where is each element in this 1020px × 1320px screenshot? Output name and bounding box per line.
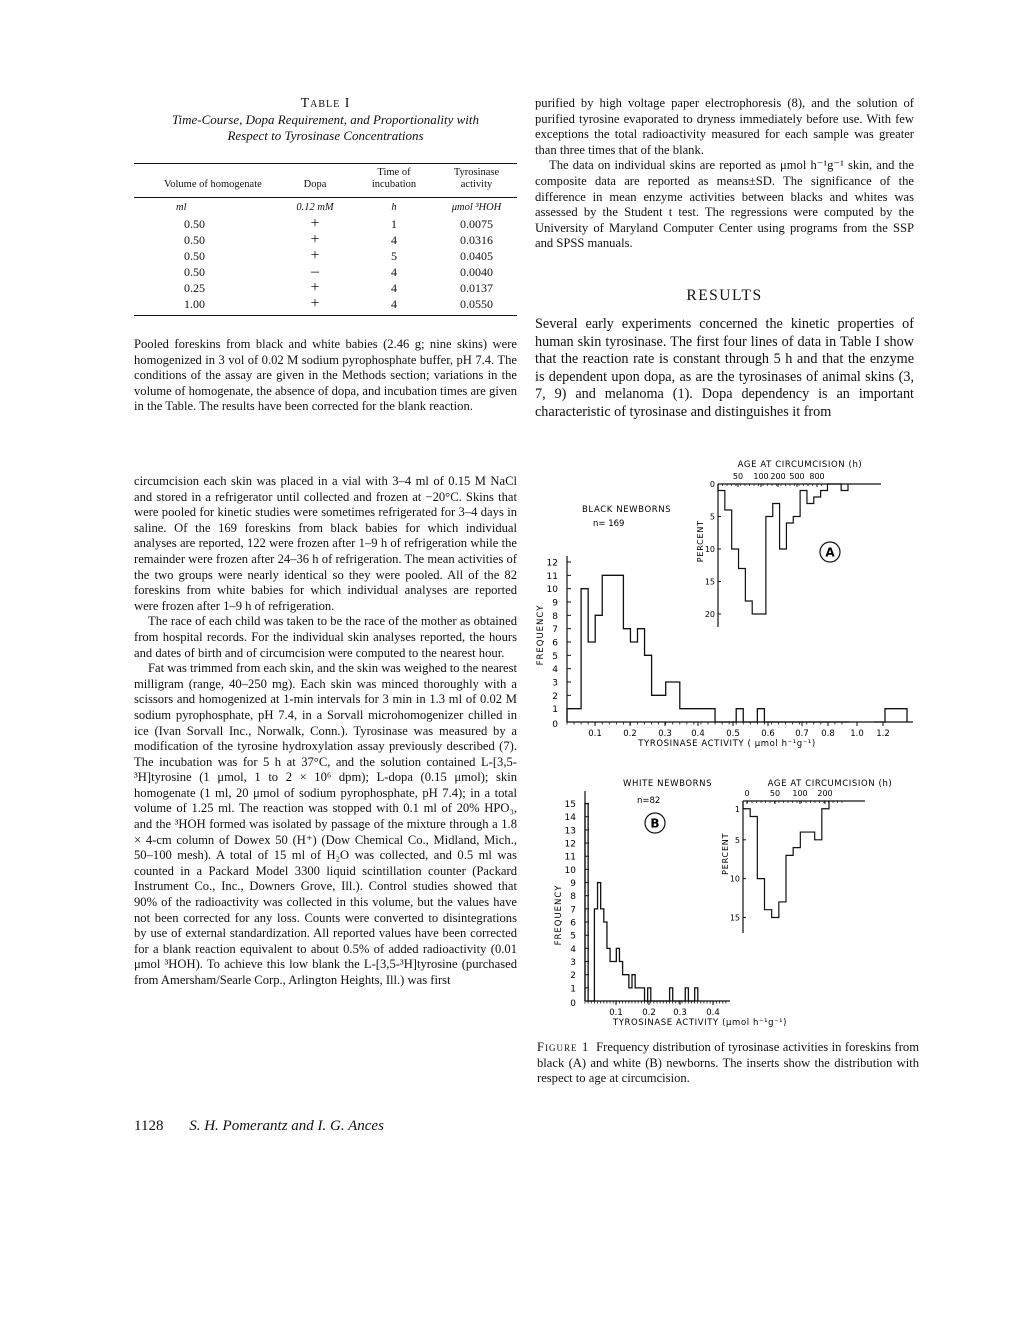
data-table — [134, 163, 517, 316]
unit-dopa: 0.12 mM — [296, 202, 334, 213]
body-paragraph: circumcision each skin was placed in a vial with 3–4 ml of 0.15 M NaCl and stored in a refrigerator until collected and frozen at −20°C. Skins that were pooled for kinetic studies were sometimes refrigerated for 3–4 days in saline. Of the 169 foreskins from black babies for which individual analyses are reported, 122 were frozen after 1–9 h of refrigeration while the remainder were frozen after 24–36 h of refrigeration. The mean activities of the two groups were nearly identical so they were pooled. All of the 82 foreskins from white babies for which individual analyses are reported were frozen after 1–9 h of refrigeration. — [134, 474, 517, 613]
x-tick-label: 1.2 — [876, 729, 890, 739]
cell-time: 4 — [391, 281, 397, 295]
body-paragraph: Fat was trimmed from each skin, and the skin was weighed to the nearest milligram (range, 40–250 mg). Each skin was minced thoroughly with a scissors and homogenized at 1-min intervals for 3 min in 1.3 ml of 0.02 M sodium pyrophosphate, pH 7.4, in a Sorvall microhomogenizer chilled in ice (Ivan Sorvall Inc., Norwalk, Conn.). Tyrosinase was measured by a modification of the tyrosine hydroxylation assay previously described (7). The incubation was for 5 h at 37°C, and the solution contained L-[3,5-³H]tyrosine (1 μmol, 1 to 2 × 10⁶ dpm); L-dopa (0.15 μmol); skin homogenate (1 ml, 20 μmol of sodium pyrophosphate, pH 7.4); in a total volume of 1.25 ml. The reaction was stopped with 0.1 ml of 20% HPO₃, and the ³HOH formed was isolated by passage of the mixture through a 1.8 × 4-cm column of Dowex 50 (H⁺) (Dow Chemical Co., Midland, Mich., 50–100 mesh). A total of 15 ml of H₂O was collected, and 0.5 ml was counted in a Packard Model 3300 liquid scintillation counter (Packard Instrument Co., Inc., Downers Grove, Ill.). Control studies showed that 90% of the radioactivity was collected in this volume, but the values have not been corrected for any loss. Counts were converted to disintegrations by use of external standardization. All reported values have been corrected for a blank reaction equivalent to about 0.5% of added radioactivity (0.01 μmol ³HOH). To achieve this low blank the L-[3,5-³H]tyrosine (purchased from Amersham/Searle Corp., Arlington Heights, Ill.) was first — [134, 661, 517, 987]
y-tick-label: 1 — [570, 984, 576, 995]
x-tick-label: 0.1 — [588, 729, 602, 739]
table-row — [134, 248, 517, 264]
inset-x-tick-label: 500 — [789, 472, 805, 481]
cell-time: 4 — [391, 233, 397, 247]
body-paragraph: The race of each child was taken to be the race of the mother as obtained from hospital records. For the individual skin analyses reported, the hours and dates of birth and of circumcision were computed to the nearest hour. — [134, 614, 517, 660]
x-tick-label: 0.1 — [609, 1008, 623, 1018]
sample-size-label: n= 169 — [593, 519, 625, 529]
figure-a-histogram — [535, 455, 920, 755]
cell-time: 5 — [391, 249, 397, 263]
y-tick-label: 12 — [564, 839, 576, 850]
cell-activity: 0.0075 — [460, 217, 493, 231]
cell-activity: 0.0316 — [460, 233, 493, 247]
panel-title: BLACK NEWBORNS — [582, 505, 672, 515]
left-column-body — [134, 474, 517, 989]
inset-y-tick-label: 15 — [704, 577, 715, 587]
cell-dopa: + — [310, 247, 320, 264]
cell-activity: 0.0405 — [460, 249, 493, 263]
y-tick-label: 4 — [552, 665, 558, 676]
y-tick-label: 5 — [570, 931, 576, 942]
histogram-outline — [585, 804, 698, 1001]
table-title-block — [134, 96, 517, 144]
inset-y-tick-label: 5 — [709, 512, 715, 522]
y-tick-label: 15 — [564, 800, 576, 811]
y-tick-label: 2 — [552, 691, 558, 702]
inset-title: AGE AT CIRCUMCISION (h) — [737, 460, 863, 470]
y-tick-label: 13 — [564, 826, 576, 837]
y-axis-label: FREQUENCY — [554, 884, 564, 946]
x-tick-label: 0.8 — [821, 729, 835, 739]
inset-y-tick-label: 5 — [734, 835, 740, 845]
panel-title: WHITE NEWBORNS — [623, 779, 713, 789]
col-header-activity: Tyrosinase activity — [436, 164, 517, 198]
cell-activity: 0.0137 — [460, 281, 493, 295]
table-row — [134, 280, 517, 296]
x-tick-label: 0.7 — [795, 729, 809, 739]
inset-y-zero-label: 0 — [709, 480, 715, 489]
cell-volume: 0.50 — [184, 249, 205, 263]
table-title: Table I — [300, 96, 351, 111]
panel-label: B — [650, 816, 660, 831]
y-tick-label: 9 — [552, 598, 558, 609]
cell-dopa: + — [310, 279, 320, 296]
panel-label: A — [825, 545, 835, 560]
inset-y-axis-label: PERCENT — [721, 832, 730, 875]
page-number: 1128 — [134, 1118, 164, 1134]
inset-x-tick-label: 0 — [744, 789, 750, 798]
y-tick-label: 11 — [564, 852, 576, 863]
y-tick-label: 6 — [570, 918, 576, 929]
cell-volume: 1.00 — [134, 296, 278, 316]
y-tick-label: 14 — [564, 813, 576, 824]
table-row — [134, 296, 517, 316]
cell-activity: 0.0040 — [460, 265, 493, 279]
y-tick-label: 12 — [546, 558, 558, 569]
col-header-dopa: Dopa — [278, 164, 352, 198]
inset-title: AGE AT CIRCUMCISION (h) — [767, 779, 893, 789]
cell-activity: 0.0550 — [436, 296, 517, 316]
results-paragraph: Several early experiments concerned the kinetic properties of human skin tyrosinase. The first four lines of data in Table I show that the reaction rate is constant through 5 h and that the enzyme is dependent upon dopa, as are the tyrosinases of animal skins (3, 7, 9) and melanoma (1). Dopa dependency is an important characteristic of tyrosinase and distinguishes it from — [535, 316, 914, 420]
y-tick-label: 9 — [570, 879, 576, 890]
table-row — [134, 264, 517, 280]
y-tick-label: 1 — [552, 705, 558, 716]
x-tick-label: 0.2 — [623, 729, 637, 739]
y-tick-label: 11 — [546, 571, 558, 582]
inset-x-tick-label: 100 — [792, 789, 808, 798]
inset-x-tick-label: 100 — [753, 472, 769, 481]
body-paragraph: purified by high voltage paper electrophoresis (8), and the solution of purified tyrosine evaporated to dryness immediately before use. With few exceptions the total radioactivity measured for each sample was greater than three times that of the blank. — [535, 96, 914, 157]
x-tick-label: 0.5 — [726, 729, 740, 739]
table-subtitle-1: Time-Course, Dopa Requirement, and Proportionality with — [171, 112, 480, 127]
cell-volume: 0.25 — [184, 281, 205, 295]
y-tick-label: 2 — [570, 971, 576, 982]
y-tick-label: 3 — [552, 678, 558, 689]
cell-dopa: + — [310, 215, 320, 232]
cell-dopa: + — [310, 231, 320, 248]
inset-y-tick-label: 10 — [729, 874, 740, 884]
x-tick-label: 0.6 — [761, 729, 775, 739]
col-header-time: Time of incubation — [352, 164, 436, 198]
inset-histogram — [743, 801, 829, 917]
figure-b-histogram — [535, 775, 920, 1037]
col-header-volume: Volume of homogenate — [134, 164, 278, 198]
unit-activity: μmol ³HOH — [451, 202, 502, 213]
inset-y-axis-label: PERCENT — [696, 520, 705, 563]
cell-time: 4 — [352, 296, 436, 316]
body-paragraph: The data on individual skins are reported as μmol h⁻¹g⁻¹ skin, and the composite data are reported as means±SD. The significance of the difference in mean enzyme activities between blacks and whites was assessed by the Student t test. The regressions were computed by the University of Maryland Computer Center using programs from the SSP and SPSS manuals. — [535, 158, 914, 251]
cell-dopa: – — [311, 263, 319, 280]
y-zero-label: 0 — [570, 999, 576, 1009]
x-axis-label: TYROSINASE ACTIVITY (μmol h⁻¹g⁻¹) — [612, 1018, 788, 1028]
cell-volume: 0.50 — [184, 265, 205, 279]
inset-x-tick-label: 200 — [770, 472, 786, 481]
y-tick-label: 8 — [570, 892, 576, 903]
cell-time: 1 — [391, 217, 397, 231]
right-column-body — [535, 96, 914, 252]
y-tick-label: 7 — [570, 905, 576, 916]
inset-x-tick-label: 50 — [769, 789, 781, 798]
inset-y-tick-label: 20 — [704, 610, 715, 619]
y-tick-label: 3 — [570, 958, 576, 969]
inset-x-tick-label: 200 — [817, 789, 833, 798]
footer-authors: S. H. Pomerantz and I. G. Ances — [189, 1118, 384, 1134]
histogram-outline — [567, 575, 849, 722]
table-row — [134, 232, 517, 248]
y-tick-label: 4 — [570, 944, 576, 955]
unit-time: h — [391, 202, 397, 213]
table-subtitle-2: Respect to Tyrosinase Concentrations — [227, 128, 424, 143]
cell-volume: 0.50 — [184, 233, 205, 247]
cell-volume: 0.50 — [184, 217, 205, 231]
histogram-tail — [874, 709, 907, 722]
cell-dopa: + — [278, 296, 352, 316]
y-zero-label: 0 — [552, 720, 558, 730]
inset-x-tick-label: 50 — [732, 472, 744, 481]
results-heading: RESULTS — [686, 287, 763, 304]
x-tick-label: 0.3 — [673, 1008, 687, 1018]
caption-label: Figure 1 — [537, 1040, 590, 1054]
x-tick-label: 0.4 — [691, 729, 705, 739]
y-tick-label: 10 — [546, 585, 558, 596]
caption-text: Frequency distribution of tyrosinase activities in foreskins from black (A) and white (B) newborns. The inserts show the distribution with respect to age at circumcision. — [537, 1040, 919, 1086]
y-tick-label: 7 — [552, 625, 558, 636]
y-tick-label: 5 — [552, 651, 558, 662]
unit-volume: ml — [176, 202, 187, 213]
table-row — [134, 216, 517, 232]
inset-x-tick-label: 800 — [809, 472, 825, 481]
x-tick-label: 0.2 — [642, 1008, 656, 1018]
figure-caption — [537, 1040, 919, 1087]
y-axis-label: FREQUENCY — [536, 604, 546, 666]
y-tick-label: 6 — [552, 638, 558, 649]
x-tick-label: 0.3 — [658, 729, 672, 739]
sample-size-label: n=82 — [637, 796, 661, 806]
y-tick-label: 8 — [552, 611, 558, 622]
x-tick-label: 0.4 — [706, 1008, 720, 1018]
x-tick-label: 1.0 — [850, 729, 864, 739]
x-axis-label: TYROSINASE ACTIVITY ( μmol h⁻¹g⁻¹) — [638, 739, 816, 749]
inset-y-tick-label: 1 — [734, 804, 740, 814]
inset-y-tick-label: 15 — [729, 913, 740, 923]
y-tick-label: 10 — [564, 865, 576, 876]
cell-time: 4 — [391, 265, 397, 279]
inset-y-tick-label: 10 — [704, 545, 715, 554]
page-footer — [134, 1118, 384, 1135]
table-footnote: Pooled foreskins from black and white babies (2.46 g; nine skins) were homogenized in 3 vol of 0.02 M sodium pyrophosphate buffer, pH 7.4. The conditions of the assay are given in the Methods section; variations in the volume of homogenate, the absence of dopa, and incubation times are given in the Table. The results have been corrected for the blank reaction. — [134, 337, 517, 414]
